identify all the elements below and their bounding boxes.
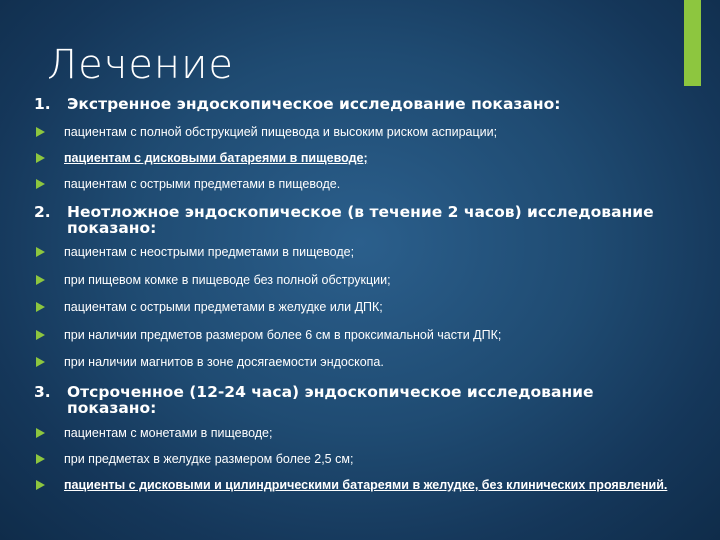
list-item <box>34 453 684 466</box>
list-item <box>34 152 684 165</box>
section-number: 2. <box>34 203 51 221</box>
list-item-text: при наличии предметов размером более 6 см в проксимальной части ДПК; <box>64 327 502 342</box>
list-item-text: пациентам с острыми предметами в пищеводе. <box>64 177 341 191</box>
bullet-arrow-icon <box>36 357 45 367</box>
list-item <box>34 178 684 191</box>
list-item-text: пациентам с острыми предметами в желудке или ДПК; <box>64 300 383 314</box>
bullet-arrow-icon <box>36 480 45 490</box>
bullet-arrow-icon <box>36 454 45 464</box>
section-heading <box>34 384 684 416</box>
list-item-text: пациентам с неострыми предметами в пищеводе; <box>64 245 355 259</box>
list-item-text: пациенты с дисковыми и цилиндрическими батареями в желудке, без клинических проявлений. <box>64 478 668 492</box>
bullet-arrow-icon <box>36 179 45 189</box>
bullet-arrow-icon <box>36 247 45 257</box>
list-item-text: пациентам с монетами в пищеводе; <box>64 426 273 440</box>
section-heading <box>34 204 684 236</box>
list-item <box>34 356 684 369</box>
slide-title: Лечение <box>47 42 235 88</box>
list-item <box>34 126 684 139</box>
list-item <box>34 427 684 440</box>
list-item-text: пациентам с полной обструкцией пищевода и высоким риском аспирации; <box>64 125 498 139</box>
list-item <box>34 301 684 314</box>
list-item-text: при предметах в желудке размером более 2,5 см; <box>64 452 354 466</box>
bullet-list <box>34 246 684 369</box>
list-item <box>34 274 684 287</box>
section-heading <box>34 96 684 112</box>
bullet-arrow-icon <box>36 153 45 163</box>
list-item-text: пациентам с дисковыми батареями в пищеводе; <box>64 151 368 165</box>
bullet-list <box>34 427 684 492</box>
list-item <box>34 246 684 259</box>
list-item-text: при наличии магнитов в зоне досягаемости эндоскопа. <box>64 355 384 369</box>
section-heading-text: Неотложное эндоскопическое (в течение 2 часов) исследование показано: <box>67 203 654 237</box>
bullet-arrow-icon <box>36 275 45 285</box>
section-heading-text: Экстренное эндоскопическое исследование показано: <box>67 95 561 113</box>
list-item-text: при пищевом комке в пищеводе без полной обструкции; <box>64 272 391 287</box>
slide-content <box>34 96 684 505</box>
section-number: 3. <box>34 383 51 401</box>
list-item <box>34 479 684 492</box>
bullet-list <box>34 126 684 191</box>
section-number: 1. <box>34 95 51 113</box>
bullet-arrow-icon <box>36 330 45 340</box>
section-heading-text: Отсроченное (12-24 часа) эндоскопическое исследование показано: <box>67 383 594 417</box>
accent-bar <box>684 0 701 86</box>
bullet-arrow-icon <box>36 428 45 438</box>
bullet-arrow-icon <box>36 127 45 137</box>
list-item <box>34 329 684 342</box>
bullet-arrow-icon <box>36 302 45 312</box>
